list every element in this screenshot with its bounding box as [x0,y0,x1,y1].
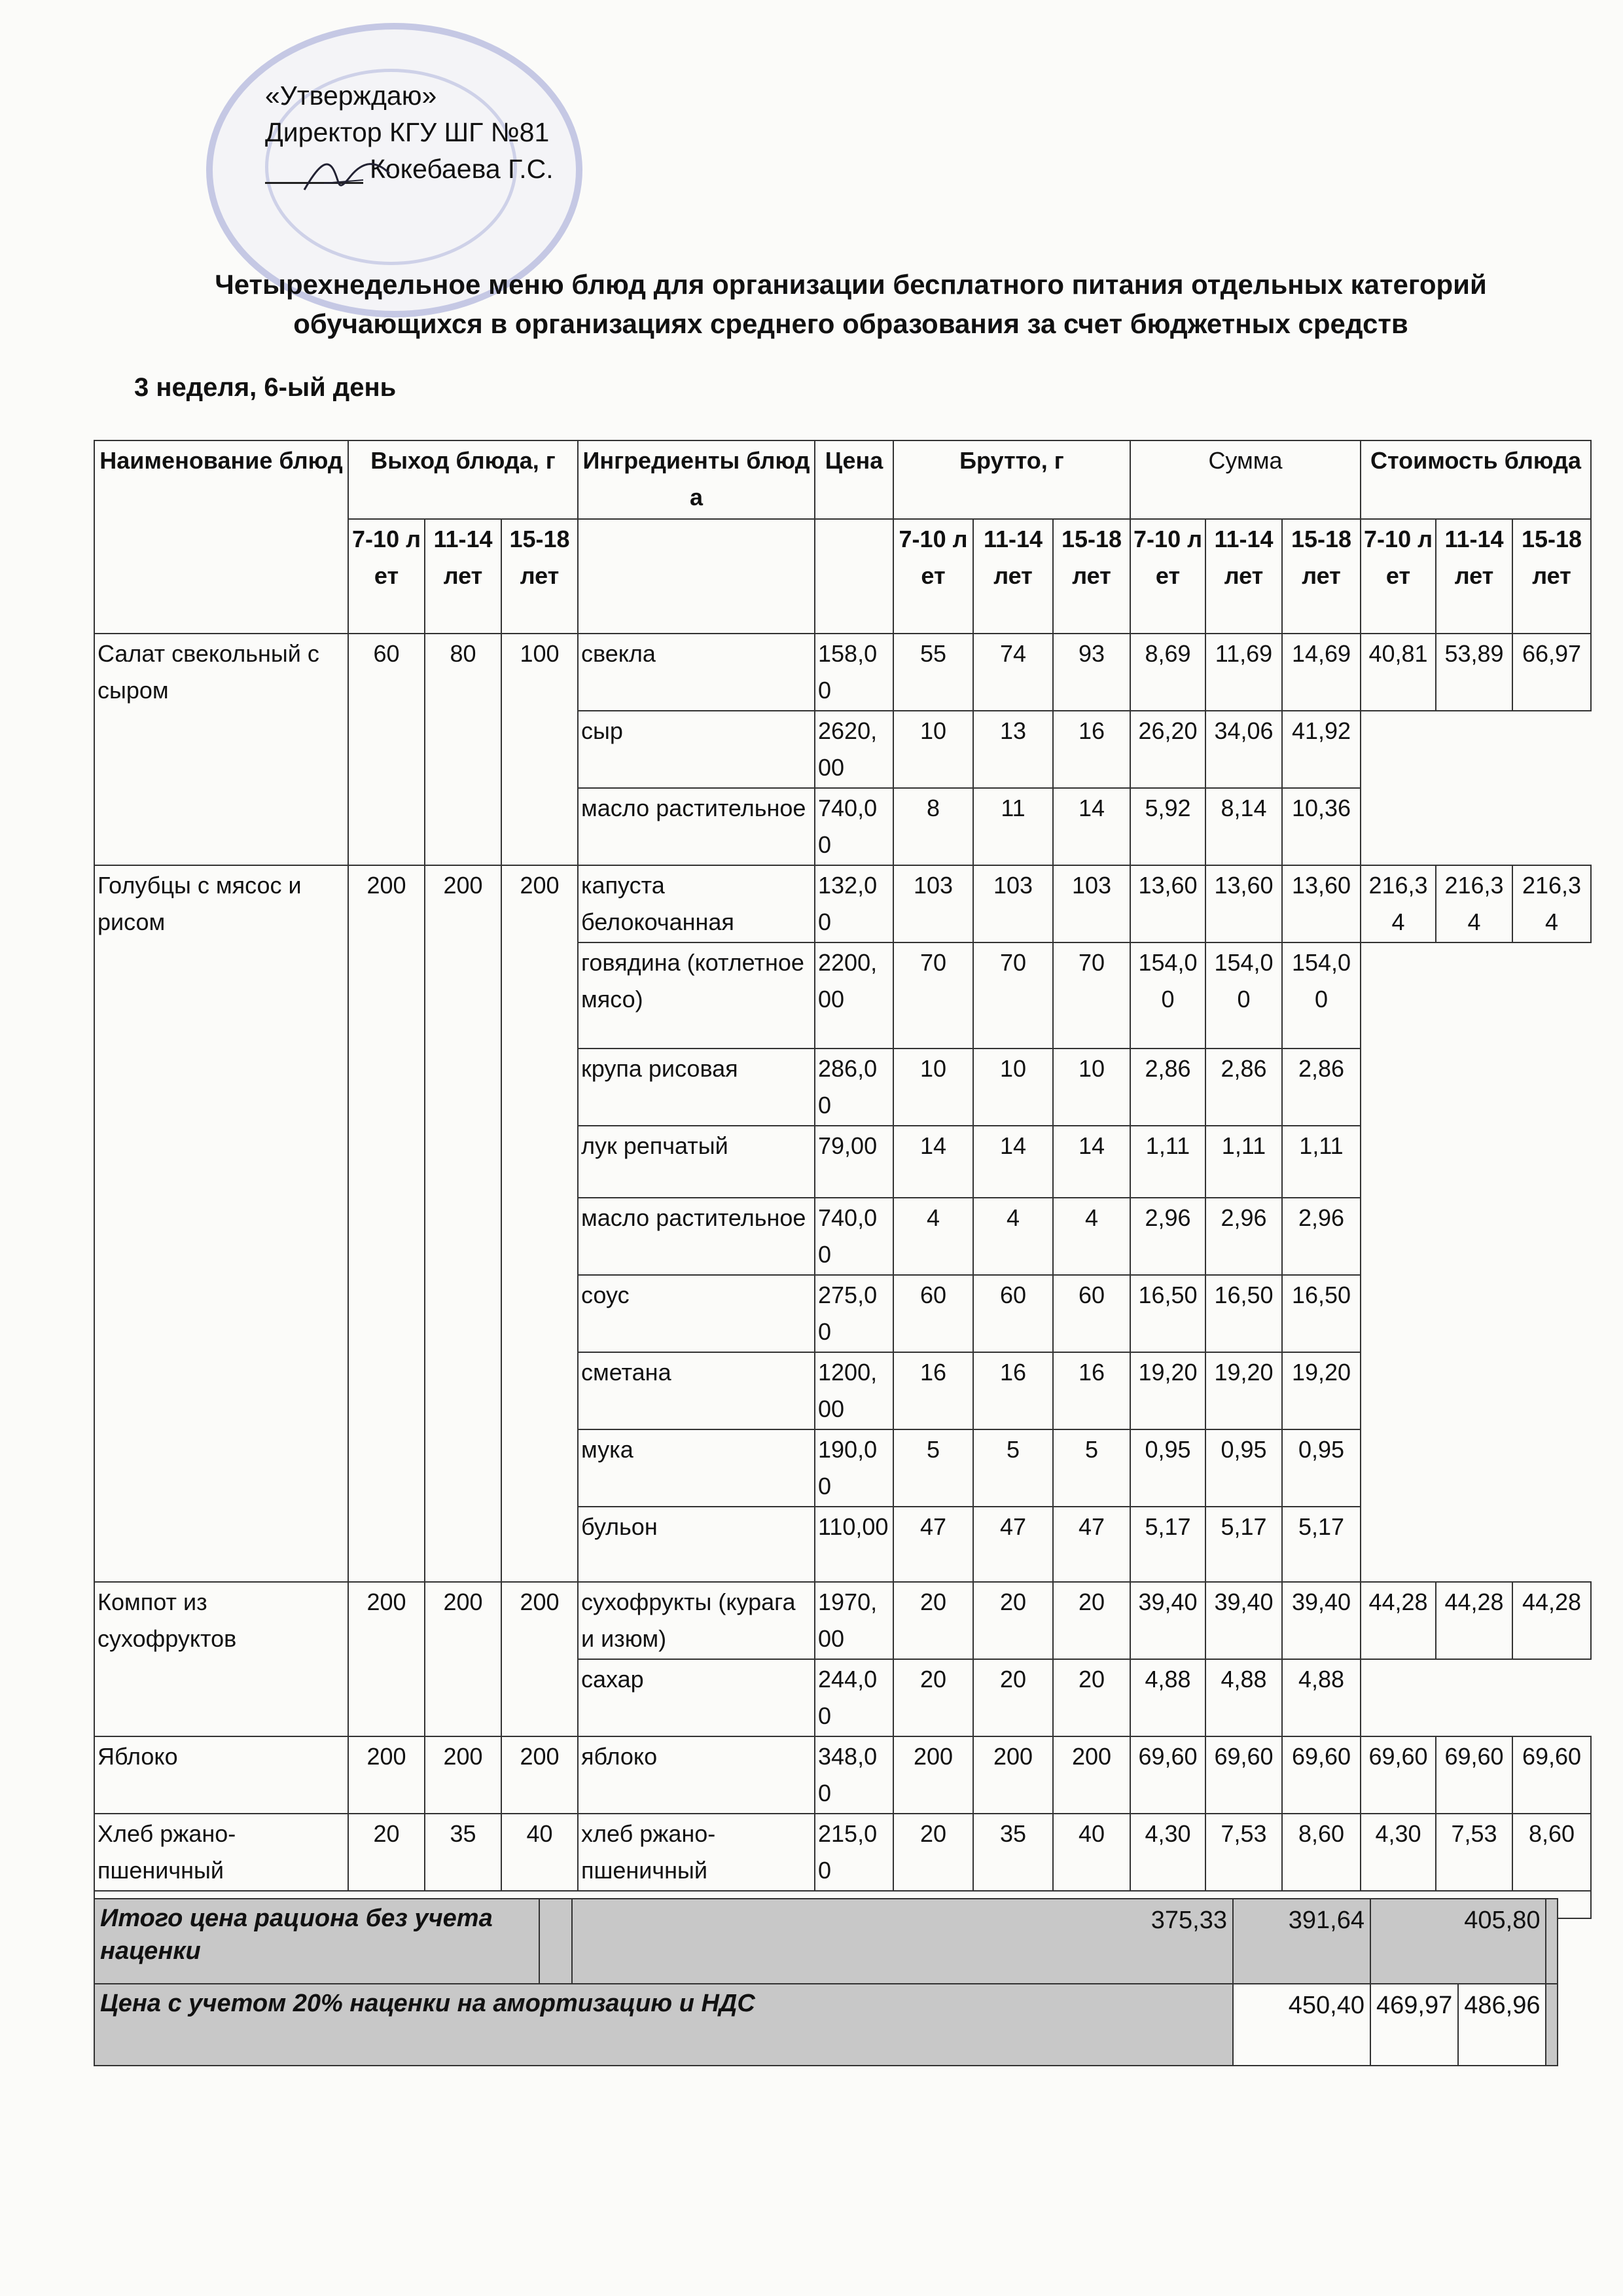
dish-cost: 4,30 [1361,1814,1436,1891]
ingredient-sum: 19,20 [1205,1352,1282,1429]
ingredient-sum: 16,50 [1205,1275,1282,1352]
ingredient-sum: 7,53 [1205,1814,1282,1891]
ingredient-name: соус [578,1275,815,1352]
ingredient-sum: 4,88 [1282,1659,1361,1736]
dish-name: Яблоко [94,1736,348,1814]
total-without-markup-15-18: 405,80 [1370,1899,1546,1984]
ingredient-sum: 34,06 [1205,711,1282,788]
ingredient-brutto: 47 [973,1507,1053,1582]
ingredient-price: 215,00 [815,1814,893,1891]
ingredient-brutto: 5 [973,1429,1053,1507]
ingredient-sum: 13,60 [1282,865,1361,942]
dish-cost: 69,60 [1512,1736,1591,1814]
ingredient-brutto: 70 [973,942,1053,1049]
ingredient-brutto: 14 [1053,1126,1130,1198]
ingredient-price: 348,00 [815,1736,893,1814]
ingredient-sum: 8,69 [1130,634,1205,711]
ingredient-price: 2620,00 [815,711,893,788]
age-15-18: 15-18 лет [1512,519,1591,634]
ingredient-sum: 2,96 [1205,1198,1282,1275]
dish-cost: 216,34 [1361,865,1436,942]
ingredient-brutto: 74 [973,634,1053,711]
empty-cell [1361,1659,1591,1736]
ingredient-sum: 14,69 [1282,634,1361,711]
ingredient-sum: 39,40 [1130,1582,1205,1659]
total-with-markup-15-18: 486,96 [1458,1984,1546,2066]
ingredient-brutto: 93 [1053,634,1130,711]
ingredient-brutto: 4 [893,1198,973,1275]
ingredient-brutto: 40 [1053,1814,1130,1891]
ingredient-brutto: 70 [893,942,973,1049]
signature-image [298,154,396,200]
ingredient-sum: 19,20 [1130,1352,1205,1429]
ingredient-name: масло растительное [578,788,815,865]
ingredient-brutto: 200 [893,1736,973,1814]
ingredient-brutto: 20 [1053,1659,1130,1736]
ingredient-sum: 0,95 [1205,1429,1282,1507]
ingredient-brutto: 10 [973,1049,1053,1126]
ingredient-name: мука [578,1429,815,1507]
ingredient-sum: 16,50 [1282,1275,1361,1352]
ingredient-brutto: 5 [893,1429,973,1507]
ingredient-brutto: 20 [973,1659,1053,1736]
ingredient-brutto: 55 [893,634,973,711]
total-without-markup-7-10: 375,33 [572,1899,1233,1984]
ingredient-name: свекла [578,634,815,711]
ingredient-brutto: 60 [1053,1275,1130,1352]
ingredient-price: 110,00 [815,1507,893,1582]
ingredient-name: сыр [578,711,815,788]
age-7-10: 7-10 лет [893,519,973,634]
ingredient-brutto: 10 [1053,1049,1130,1126]
week-day-subtitle: 3 неделя, 6-ый день [134,373,397,402]
dish-yield: 20 [348,1814,425,1891]
dish-yield: 40 [501,1814,578,1891]
dish-cost: 8,60 [1512,1814,1591,1891]
dish-cost: 69,60 [1436,1736,1512,1814]
document-title: Четырехнедельное меню блюд для организации бесплатного питания отдельных категорий обучающихся в организациях среднего образования за счет бюджетных средств [215,269,1487,339]
header-price: Цена [815,440,893,519]
table-row [94,1736,1591,1814]
dish-yield: 200 [501,1582,578,1736]
ingredient-brutto: 16 [1053,711,1130,788]
approval-line-3: Кокебаева Г.С. [370,154,554,184]
ingredient-sum: 2,86 [1130,1049,1205,1126]
ingredient-sum: 1,11 [1130,1126,1205,1198]
ingredient-sum: 11,69 [1205,634,1282,711]
ingredient-price: 158,00 [815,634,893,711]
dish-cost: 216,34 [1436,865,1512,942]
ingredient-brutto: 10 [893,1049,973,1126]
ingredient-brutto: 20 [893,1814,973,1891]
total-without-markup-11-14: 391,64 [1233,1899,1370,1984]
ingredient-price: 190,00 [815,1429,893,1507]
ingredient-sum: 69,60 [1130,1736,1205,1814]
dish-cost: 44,28 [1361,1582,1436,1659]
ingredient-brutto: 47 [893,1507,973,1582]
ingredient-brutto: 60 [893,1275,973,1352]
ingredient-name: сахар [578,1659,815,1736]
ingredient-name: капуста белокочанная [578,865,815,942]
ingredient-sum: 2,96 [1282,1198,1361,1275]
ingredient-sum: 5,92 [1130,788,1205,865]
ingredient-brutto: 14 [973,1126,1053,1198]
age-15-18: 15-18 лет [1053,519,1130,634]
age-11-14: 11-14 лет [973,519,1053,634]
ingredient-price: 1970,00 [815,1582,893,1659]
ingredient-sum: 1,11 [1205,1126,1282,1198]
ingredient-price: 286,00 [815,1049,893,1126]
menu-table [94,440,1592,1919]
ingredient-brutto: 35 [973,1814,1053,1891]
ingredient-brutto: 47 [1053,1507,1130,1582]
ingredient-sum: 39,40 [1205,1582,1282,1659]
ingredient-sum: 16,50 [1130,1275,1205,1352]
ingredient-sum: 8,14 [1205,788,1282,865]
ingredient-sum: 19,20 [1282,1352,1361,1429]
dish-yield: 200 [425,1582,501,1736]
table-row [94,865,1591,942]
header-dish: Наименование блюд [94,440,348,634]
empty-cell [1361,711,1591,865]
ingredient-brutto: 200 [1053,1736,1130,1814]
ingredient-brutto: 16 [973,1352,1053,1429]
dish-cost: 7,53 [1436,1814,1512,1891]
empty-cell [1361,942,1591,1582]
ingredient-price: 740,00 [815,1198,893,1275]
age-11-14: 11-14 лет [1436,519,1512,634]
ingredient-brutto: 10 [893,711,973,788]
ingredient-name: бульон [578,1507,815,1582]
approval-line-2: Директор КГУ ШГ №81 [265,117,550,147]
ingredient-sum: 41,92 [1282,711,1361,788]
ingredient-sum: 5,17 [1130,1507,1205,1582]
ingredient-sum: 2,86 [1282,1049,1361,1126]
ingredient-brutto: 103 [1053,865,1130,942]
table-row [94,634,1591,711]
ingredient-sum: 1,11 [1282,1126,1361,1198]
dish-yield: 200 [425,865,501,1582]
ingredient-sum: 4,88 [1130,1659,1205,1736]
age-7-10: 7-10 лет [1130,519,1205,634]
approval-line-1: «Утверждаю» [265,81,437,111]
ingredient-sum: 0,95 [1282,1429,1361,1507]
ingredient-sum: 2,86 [1205,1049,1282,1126]
total-without-markup-label: Итого цена рациона без учета наценки [94,1899,539,1984]
dish-yield: 60 [348,634,425,865]
ingredient-sum: 10,36 [1282,788,1361,865]
ingredient-price: 2200,00 [815,942,893,1049]
header-cost: Стоимость блюда [1361,440,1591,519]
ingredient-name: хлеб ржано-пшеничный [578,1814,815,1891]
header-brutto: Брутто, г [893,440,1130,519]
ingredient-brutto: 60 [973,1275,1053,1352]
ingredient-brutto: 20 [893,1659,973,1736]
ingredient-name: лук репчатый [578,1126,815,1198]
dish-name: Голубцы с мясос и рисом [94,865,348,1582]
ingredient-brutto: 103 [973,865,1053,942]
age-7-10: 7-10 лет [1361,519,1436,634]
ingredient-sum: 154,00 [1130,942,1205,1049]
ingredient-name: крупа рисовая [578,1049,815,1126]
dish-yield: 200 [501,1736,578,1814]
table-row [94,1582,1591,1659]
total-with-markup-11-14: 469,97 [1370,1984,1458,2066]
ingredient-name: яблоко [578,1736,815,1814]
ingredient-price: 1200,00 [815,1352,893,1429]
ingredient-sum: 2,96 [1130,1198,1205,1275]
ingredient-sum: 39,40 [1282,1582,1361,1659]
ingredient-brutto: 14 [893,1126,973,1198]
ingredient-sum: 8,60 [1282,1814,1361,1891]
header-ingredients: Ингредиенты блюда [578,440,815,519]
ingredient-sum: 0,95 [1130,1429,1205,1507]
total-with-markup-7-10: 450,40 [1233,1984,1370,2066]
ingredient-sum: 154,00 [1282,942,1361,1049]
ingredient-brutto: 5 [1053,1429,1130,1507]
ingredient-sum: 154,00 [1205,942,1282,1049]
ingredient-sum: 5,17 [1282,1507,1361,1582]
ingredient-brutto: 103 [893,865,973,942]
ingredient-sum: 4,30 [1130,1814,1205,1891]
dish-cost: 44,28 [1436,1582,1512,1659]
ingredient-sum: 5,17 [1205,1507,1282,1582]
ingredient-brutto: 8 [893,788,973,865]
ingredient-name: масло растительное [578,1198,815,1275]
dish-yield: 200 [348,1736,425,1814]
dish-name: Компот из сухофруктов [94,1582,348,1736]
dish-cost: 66,97 [1512,634,1591,711]
dish-cost: 44,28 [1512,1582,1591,1659]
dish-yield: 200 [348,1582,425,1736]
dish-cost: 69,60 [1361,1736,1436,1814]
ingredient-brutto: 20 [893,1582,973,1659]
ingredient-price: 275,00 [815,1275,893,1352]
dish-name: Хлеб ржано-пшеничный [94,1814,348,1891]
ingredient-sum: 26,20 [1130,711,1205,788]
ingredient-price: 132,00 [815,865,893,942]
total-with-markup-label: Цена с учетом 20% наценки на амортизацию и НДС [94,1984,1233,2066]
dish-yield: 100 [501,634,578,865]
ingredient-sum: 69,60 [1205,1736,1282,1814]
dish-yield: 80 [425,634,501,865]
ingredient-brutto: 16 [893,1352,973,1429]
ingredient-brutto: 13 [973,711,1053,788]
ingredient-name: говядина (котлетное мясо) [578,942,815,1049]
ingredient-brutto: 11 [973,788,1053,865]
ingredient-brutto: 16 [1053,1352,1130,1429]
dish-yield: 200 [425,1736,501,1814]
age-15-18: 15-18 лет [1282,519,1361,634]
dish-cost: 216,34 [1512,865,1591,942]
dish-cost: 40,81 [1361,634,1436,711]
ingredient-brutto: 20 [973,1582,1053,1659]
ingredient-price: 740,00 [815,788,893,865]
dish-cost: 53,89 [1436,634,1512,711]
table-row [94,1814,1591,1891]
ingredient-price: 244,00 [815,1659,893,1736]
ingredient-brutto: 200 [973,1736,1053,1814]
ingredient-brutto: 70 [1053,942,1130,1049]
totals-table [94,1898,1558,2066]
dish-name: Салат свекольный с сыром [94,634,348,865]
ingredient-name: сметана [578,1352,815,1429]
ingredient-brutto: 4 [1053,1198,1130,1275]
dish-yield: 200 [348,865,425,1582]
age-11-14: 11-14 лет [1205,519,1282,634]
age-15-18: 15-18 лет [501,519,578,634]
ingredient-brutto: 20 [1053,1582,1130,1659]
dish-yield: 200 [501,865,578,1582]
ingredient-name: сухофрукты (курага и изюм) [578,1582,815,1659]
ingredient-sum: 4,88 [1205,1659,1282,1736]
dish-yield: 35 [425,1814,501,1891]
ingredient-sum: 13,60 [1130,865,1205,942]
header-sum: Сумма [1130,440,1361,519]
ingredient-price: 79,00 [815,1126,893,1198]
age-7-10: 7-10 лет [348,519,425,634]
ingredient-brutto: 4 [973,1198,1053,1275]
ingredient-sum: 69,60 [1282,1736,1361,1814]
ingredient-sum: 13,60 [1205,865,1282,942]
ingredient-brutto: 14 [1053,788,1130,865]
header-yield: Выход блюда, г [348,440,578,519]
age-11-14: 11-14 лет [425,519,501,634]
